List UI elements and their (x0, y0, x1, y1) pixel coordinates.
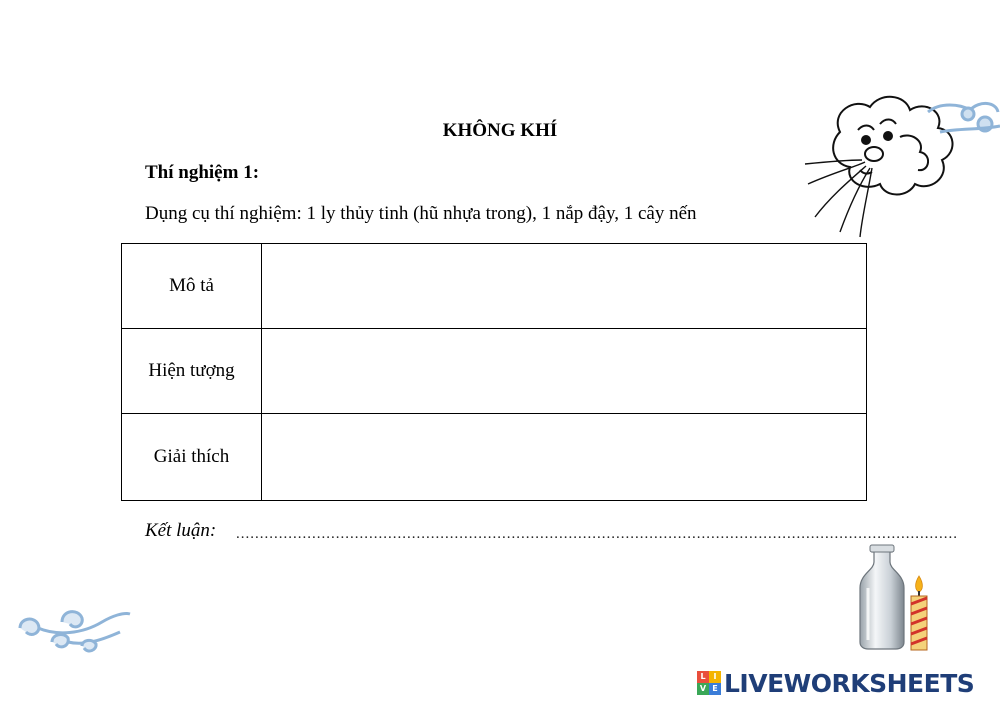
logo-letter: L (697, 671, 709, 683)
logo-letter: I (709, 671, 721, 683)
answer-field-phenomenon[interactable] (262, 329, 867, 414)
logo-text: LIVEWORKSHEETS (724, 668, 975, 698)
row-label-phenomenon: Hiện tượng (122, 329, 262, 414)
glass-bottle-icon (856, 544, 908, 650)
experiment-table (121, 243, 867, 501)
table-row (122, 414, 867, 501)
experiment-heading: Thí nghiệm 1: (145, 162, 260, 183)
tools-line: Dụng cụ thí nghiệm: 1 ly thủy tinh (hũ nhựa trong), 1 nắp đậy, 1 cây nến (145, 203, 697, 224)
table-row (122, 244, 867, 329)
blowing-cloud-icon (800, 92, 1000, 242)
answer-field-description[interactable] (262, 244, 867, 329)
candle-icon (906, 574, 932, 652)
row-label-explanation: Giải thích (122, 414, 262, 501)
liveworksheets-logo (697, 668, 974, 698)
table-row (122, 329, 867, 414)
logo-mark-icon (697, 671, 721, 695)
row-label-description: Mô tả (122, 244, 262, 329)
wind-swirl-icon (12, 598, 132, 660)
conclusion-label: Kết luận: (145, 520, 217, 541)
logo-letter: E (709, 683, 721, 695)
logo-letter: V (697, 683, 709, 695)
conclusion-answer-line[interactable]: ........................................................................................................................................................ (236, 526, 958, 542)
answer-field-explanation[interactable] (262, 414, 867, 501)
worksheet-title: KHÔNG KHÍ (442, 120, 558, 141)
